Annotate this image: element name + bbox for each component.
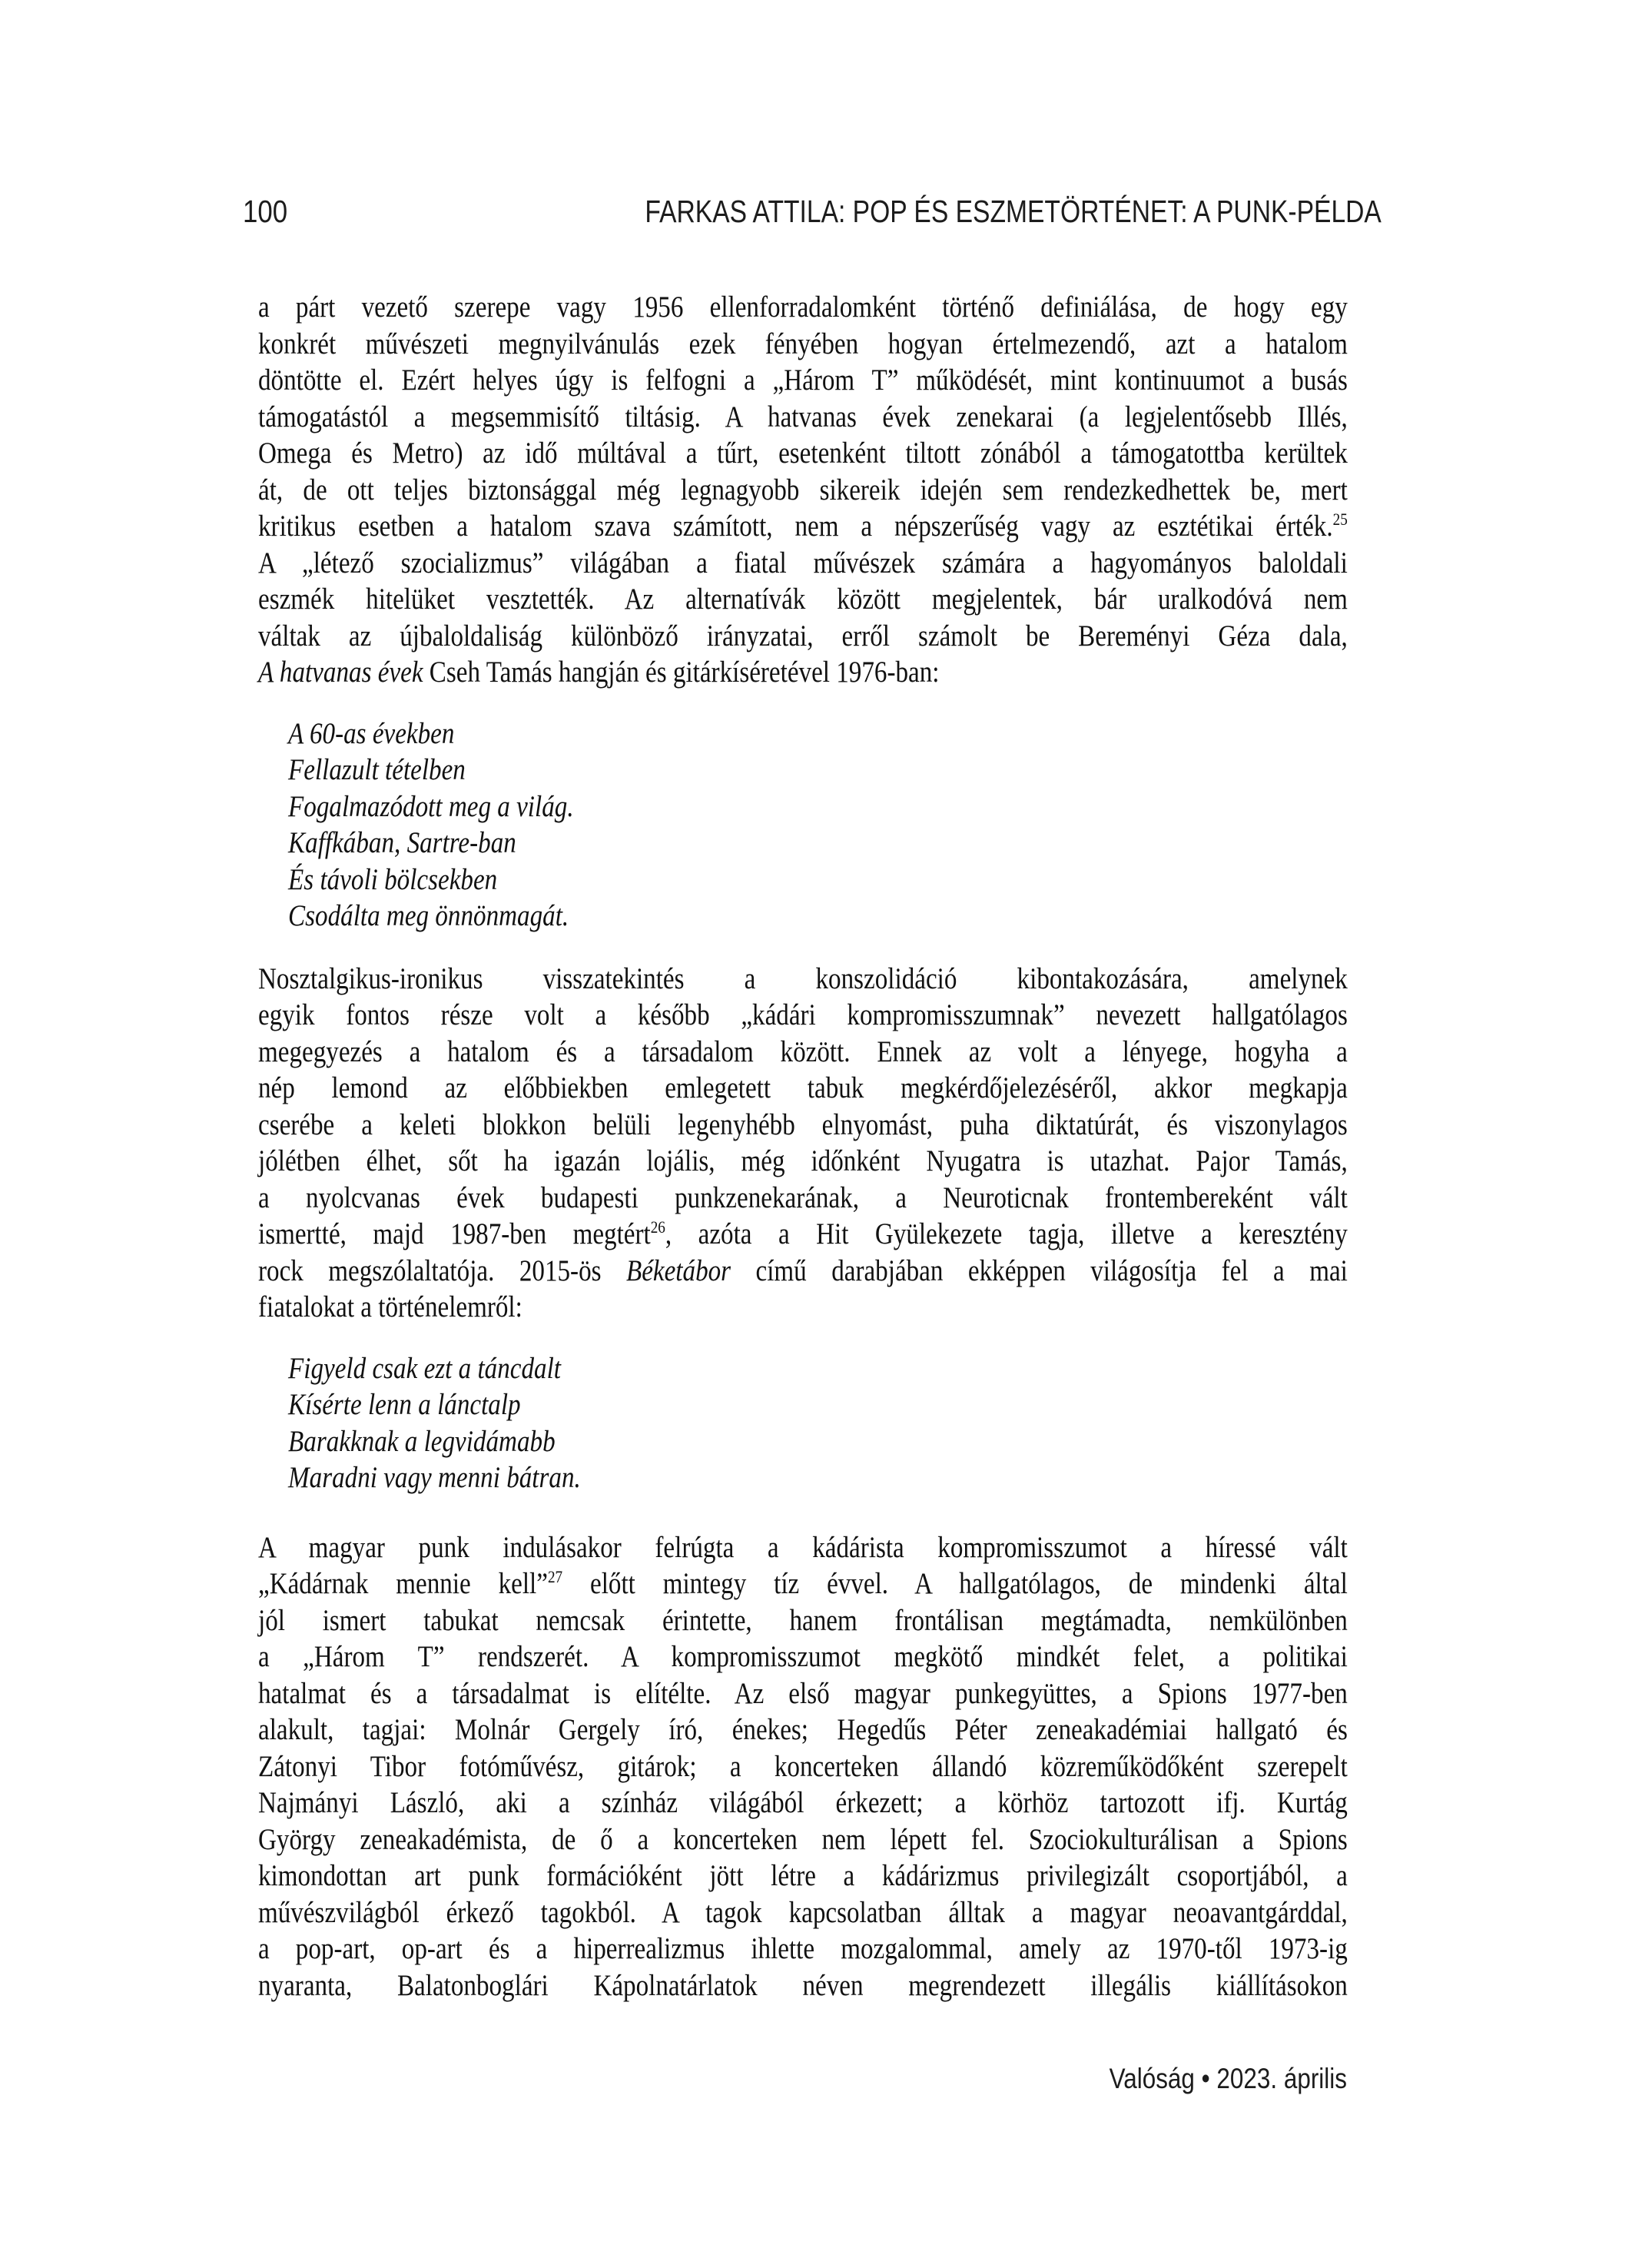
verse-line: Maradni vagy menni bátran. <box>288 1461 581 1494</box>
text-line: a „Három T” rendszerét. A kompromisszumot megkötő mindkét felet, a politikai <box>258 1640 1348 1673</box>
verse-line: Kísérte lenn a lánctalp <box>288 1388 521 1421</box>
text-line: hatalmat és a társadalmat is elítélte. Az első magyar punkegyüttes, a Spions 1977-ben <box>258 1676 1348 1710</box>
text-line: fiatalokat a történelemről: <box>258 1290 522 1323</box>
running-title: FARKAS ATTILA: POP ÉS ESZMETÖRTÉNET: A PUNK-PÉLDA <box>645 194 1382 229</box>
text-line: egyik fontos része volt a később „kádári kompromisszumnak” nevezett hallgatólagos <box>258 998 1348 1031</box>
page-number: 100 <box>243 194 288 229</box>
paragraph-block <box>258 289 1348 691</box>
text-line: konkrét művészeti megnyilvánulás ezek fényében hogyan értelmezendő, azt a hatalom <box>258 327 1348 360</box>
running-head <box>0 194 1632 229</box>
verse-block <box>258 716 1348 935</box>
text-line: A hatvanas évek Cseh Tamás hangján és gitárkíséretével 1976-ban: <box>258 656 940 689</box>
text-line: a nyolcvanas évek budapesti punkzenekarának, a Neuroticnak frontembereként vált <box>258 1180 1348 1214</box>
text-line: „Kádárnak mennie kell”$^{27}$ előtt mintegy tíz évvel. A hallgatólagos, de mindenki által <box>258 1567 1348 1600</box>
text-line: eszmék hitelüket vesztették. Az alternatívák között megjelentek, bár uralkodóvá nem <box>258 583 1348 616</box>
verse-line: Fogalmazódott meg a világ. <box>288 789 574 823</box>
footnote-ref: 26 <box>650 1217 665 1237</box>
text-line: Zátonyi Tibor fotóművész, gitárok; a koncerteken állandó közreműködőként szerepelt <box>258 1749 1348 1783</box>
text-line: át, de ott teljes biztonsággal még legnagyobb sikereik idején sem rendezkedhettek be, mert <box>258 473 1348 506</box>
verse-line: Figyeld csak ezt a táncdalt <box>288 1351 561 1385</box>
text-line: Najmányi László, aki a színház világából érkezett; a körhöz tartozott ifj. Kurtág <box>258 1786 1348 1819</box>
text-line: nép lemond az előbbiekben emlegetett tabuk megkérdőjelezéséről, akkor megkapja <box>258 1071 1348 1104</box>
verse-line: A 60-as években <box>288 716 455 750</box>
text-line: döntötte el. Ezért helyes úgy is felfogni a „Három T” működését, mint kontinuumot a busás <box>258 364 1348 397</box>
text-line: megegyezés a hatalom és a társadalom között. Ennek az volt a lényege, hogyha a <box>258 1034 1348 1068</box>
verse-line: Csodálta meg önnönmagát. <box>288 899 569 932</box>
text-line: alakult, tagjai: Molnár Gergely író, énekes; Hegedűs Péter zeneakadémiai hallgató és <box>258 1713 1348 1746</box>
verse-line: Barakknak a legvidámabb <box>288 1424 556 1458</box>
text-line: ismertté, majd 1987-ben megtért$^{26}$, azóta a Hit Gyülekezete tagja, illetve a keresztény <box>258 1217 1348 1250</box>
paragraph-block <box>258 961 1348 1326</box>
body-text <box>258 289 1348 2004</box>
text-line: A magyar punk indulásakor felrúgta a kádárista kompromisszumot a híressé vált <box>258 1530 1348 1564</box>
verse-line: Fellazult tételben <box>288 753 466 786</box>
text-line: A „létező szocializmus” világában a fiatal művészek számára a hagyományos baloldali <box>258 546 1348 579</box>
footnote-ref: 27 <box>547 1567 563 1586</box>
text-line: rock megszólaltatója. 2015-ös Béketábor című darabjában ekképpen világosítja fel a mai <box>258 1254 1348 1287</box>
text-line: művészvilágból érkező tagokból. A tagok kapcsolatban álltak a magyar neoavantgárddal, <box>258 1895 1348 1929</box>
journal-footer: Valóság • 2023. április <box>1109 2063 1347 2094</box>
paragraph-block <box>258 1529 1348 2004</box>
text-line: Nosztalgikus-ironikus visszatekintés a konszolidáció kibontakozására, amelynek <box>258 961 1348 995</box>
text-line: nyaranta, Balatonboglári Kápolnatárlatok néven megrendezett illegális kiállításokon <box>258 1968 1348 2002</box>
verse-line: És távoli bölcsekben <box>288 862 498 896</box>
text-line: György zeneakadémista, de ő a koncerteken nem lépett fel. Szociokulturálisan a Spions <box>258 1822 1348 1856</box>
text-line: cserébe a keleti blokkon belüli legenyhébb elnyomást, puha diktatúrát, és viszonylagos <box>258 1107 1348 1141</box>
text-line: jólétben élhet, sőt ha igazán lojális, még időnként Nyugatra is utazhat. Pajor Tamás, <box>258 1144 1348 1177</box>
text-line: jól ismert tabukat nemcsak érintette, hanem frontálisan megtámadta, nemkülönben <box>258 1603 1348 1637</box>
text-line: váltak az újbaloldaliság különböző irányzatai, erről számolt be Bereményi Géza dala, <box>258 619 1348 653</box>
verse-block <box>258 1350 1348 1496</box>
text-line: a pop-art, op-art és a hiperrealizmus ihlette mozgalommal, amely az 1970-től 1973-ig <box>258 1932 1348 1965</box>
text-line: kritikus esetben a hatalom szava számított, nem a népszerűség vagy az esztétikai érték.$^{25}$ <box>258 510 1348 543</box>
text-line: a párt vezető szerepe vagy 1956 ellenforradalomként történő definiálása, de hogy egy <box>258 291 1348 324</box>
footnote-ref: 25 <box>1332 510 1348 529</box>
text-line: kimondottan art punk formációként jött létre a kádárizmus privilegizált csoportjából, a <box>258 1859 1348 1892</box>
text-line: Omega és Metro) az idő múltával a tűrt, esetenként tiltott zónából a támogatottba kerültek <box>258 437 1348 470</box>
text-line: támogatástól a megsemmisítő tiltásig. A hatvanas évek zenekarai (a legjelentősebb Illés, <box>258 400 1348 433</box>
verse-line: Kaffkában, Sartre-ban <box>288 826 516 859</box>
